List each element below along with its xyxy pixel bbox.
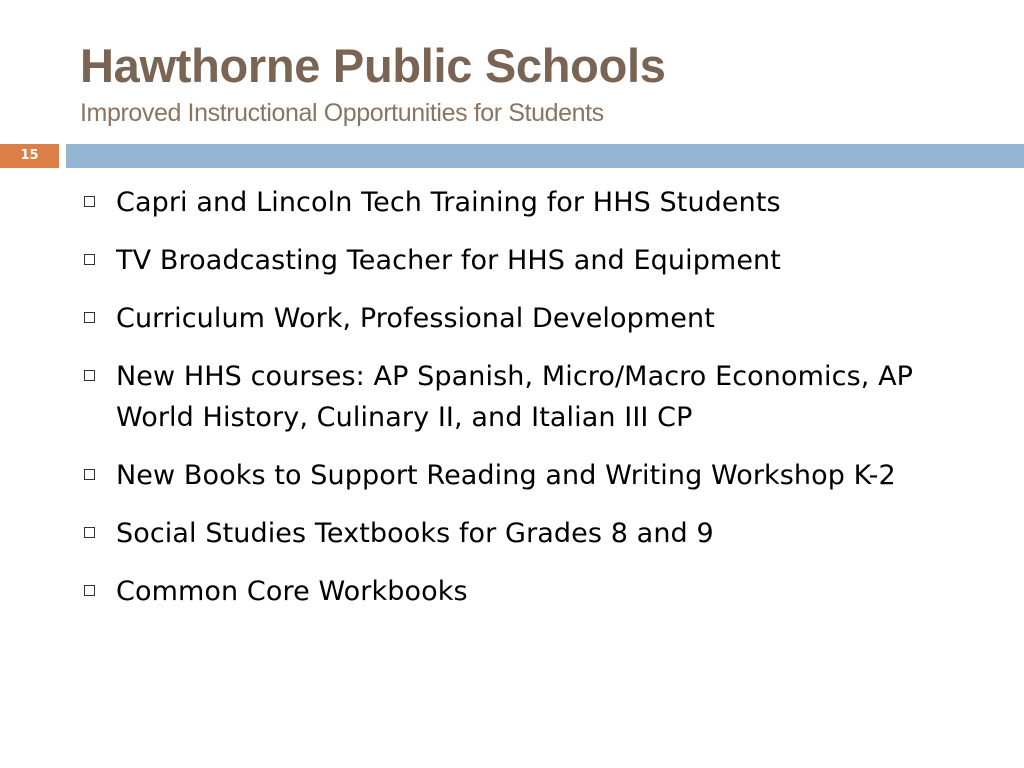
- slide-subtitle: Improved Instructional Opportunities for Students: [80, 99, 604, 127]
- bullet-item: [82, 182, 982, 223]
- bullet-item: [82, 571, 982, 612]
- bullet-text: Curriculum Work, Professional Development: [116, 303, 715, 334]
- bullet-text: Capri and Lincoln Tech Training for HHS Students: [116, 187, 781, 218]
- bullet-item: [82, 298, 982, 339]
- square-bullet-icon: [84, 312, 95, 323]
- bullet-text: New Books to Support Reading and Writing Workshop K-2: [116, 460, 896, 491]
- square-bullet-icon: [84, 585, 95, 596]
- slide-number: 15: [0, 144, 59, 168]
- slide-title: Hawthorne Public Schools: [80, 39, 666, 92]
- accent-bar: [66, 144, 1024, 168]
- bullet-text: Social Studies Textbooks for Grades 8 and 9: [116, 518, 714, 549]
- bullet-text: Common Core Workbooks: [116, 576, 468, 607]
- bullet-text: New HHS courses: AP Spanish, Micro/Macro Economics, AP World History, Culinary II, and Italian III CP: [116, 361, 914, 433]
- bullet-item: [82, 356, 982, 438]
- square-bullet-icon: [84, 254, 95, 265]
- bullet-text: TV Broadcasting Teacher for HHS and Equipment: [116, 245, 781, 276]
- square-bullet-icon: [84, 469, 95, 480]
- square-bullet-icon: [84, 370, 95, 381]
- square-bullet-icon: [84, 527, 95, 538]
- square-bullet-icon: [84, 196, 95, 207]
- bullet-item: [82, 455, 982, 496]
- bullet-item: [82, 240, 982, 281]
- bullet-item: [82, 513, 982, 554]
- bullet-list: [82, 182, 982, 629]
